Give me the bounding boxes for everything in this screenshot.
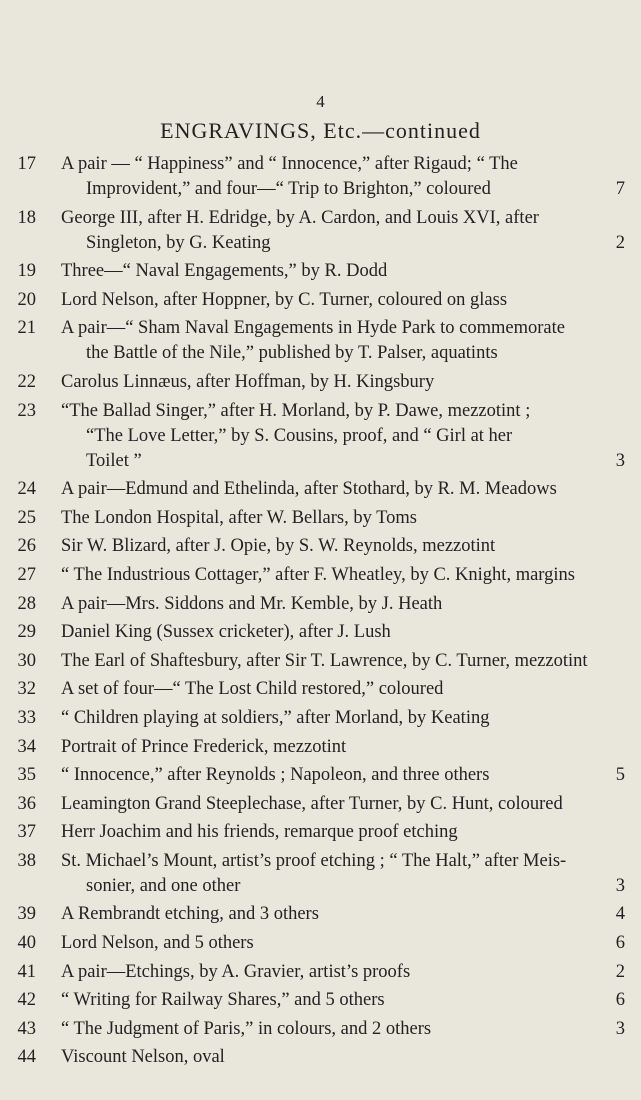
lot-number: 27 [17, 564, 36, 585]
lot-entry [0, 477, 641, 502]
lot-description-line: “ Children playing at soldiers,” after Morland, by Keating [61, 707, 490, 728]
lot-quantity: 7 [615, 179, 625, 199]
lot-description-line: Viscount Nelson, oval [61, 1047, 225, 1068]
lot-description-line: The Earl of Shaftesbury, after Sir T. Lawrence, by C. Turner, mezzotint [61, 650, 588, 671]
lot-entry [0, 988, 641, 1013]
lot-number: 21 [17, 318, 36, 339]
lot-entry [0, 820, 641, 845]
lot-quantity: 3 [615, 450, 625, 471]
lot-number: 17 [17, 154, 36, 174]
lot-entry [0, 259, 641, 284]
lot-number: 22 [17, 371, 36, 392]
lot-description [61, 477, 625, 502]
lot-description [61, 1017, 625, 1042]
lot-description-line: Leamington Grand Steeplechase, after Turner, by C. Hunt, coloured [61, 793, 563, 814]
lot-description-line: A set of four—“ The Lost Child restored,” coloured [61, 679, 444, 700]
lot-number: 39 [17, 904, 36, 925]
lot-number: 18 [17, 207, 36, 228]
lot-quantity: 2 [615, 232, 625, 253]
lot-number: 20 [17, 289, 36, 310]
lot-entry [0, 152, 641, 202]
lot-description-line: A pair—Etchings, by A. Gravier, artist’s proofs [61, 961, 411, 982]
section-heading: ENGRAVINGS, Etc.—continued [160, 118, 481, 143]
lot-entry [0, 706, 641, 731]
lot-entry [0, 370, 641, 395]
lot-number: 36 [17, 793, 36, 814]
lot-description-continuation: “The Love Letter,” by S. Cousins, proof, and “ Girl at her [86, 425, 513, 446]
lot-number: 37 [17, 822, 36, 843]
lot-description-line: “ The Industrious Cottager,” after F. Wheatley, by C. Knight, margins [61, 564, 575, 585]
lot-entry [0, 563, 641, 588]
lot-description [61, 931, 625, 956]
lot-description [61, 820, 625, 845]
lot-description-line: “The Ballad Singer,” after H. Morland, by P. Dawe, mezzotint ; [61, 400, 531, 421]
lot-description-line: Herr Joachim and his friends, remarque proof etching [61, 822, 458, 843]
lot-entry [0, 735, 641, 760]
lot-description-line: The London Hospital, after W. Bellars, by Toms [61, 507, 417, 528]
lot-description [61, 988, 625, 1013]
lot-description [61, 288, 625, 313]
lot-number: 29 [17, 622, 36, 643]
lot-number: 26 [17, 536, 36, 557]
lot-number: 23 [17, 400, 36, 421]
lot-description [61, 152, 625, 202]
lot-description-line: “ The Judgment of Paris,” in colours, and 2 others [61, 1018, 432, 1039]
lot-quantity: 3 [615, 875, 625, 896]
lot-description-line: A pair—“ Sham Naval Engagements in Hyde Park to commemorate [61, 318, 565, 339]
lot-entry [0, 960, 641, 985]
lot-description-line: St. Michael’s Mount, artist’s proof etching ; “ The Halt,” after Meis- [61, 850, 567, 871]
lot-description [61, 259, 625, 284]
lot-description [61, 763, 625, 788]
lot-description-line: “ Writing for Railway Shares,” and 5 others [61, 990, 385, 1011]
lot-entry [0, 931, 641, 956]
lot-entry [0, 763, 641, 788]
lot-quantity: 4 [615, 904, 625, 925]
lot-description [61, 849, 625, 899]
lot-description [61, 706, 625, 731]
lot-entry [0, 592, 641, 617]
lot-description-line: Daniel King (Sussex cricketer), after J. Lush [61, 622, 391, 643]
lot-description-line: Lord Nelson, after Hoppner, by C. Turner, coloured on glass [61, 289, 508, 310]
lot-entry [0, 849, 641, 899]
lot-quantity: 3 [615, 1018, 625, 1039]
lot-quantity: 2 [615, 961, 625, 982]
lot-entry [0, 1045, 641, 1070]
lot-description [61, 735, 625, 760]
lot-description-continuation: Singleton, by G. Keating [86, 232, 271, 253]
lot-description-line: George III, after H. Edridge, by A. Cardon, and Louis XVI, after [61, 207, 539, 228]
lot-description-line: Lord Nelson, and 5 others [61, 933, 254, 954]
lot-description [61, 206, 625, 256]
lot-number: 35 [17, 765, 36, 786]
lot-description [61, 592, 625, 617]
lot-description [61, 563, 625, 588]
lot-number: 25 [17, 507, 36, 528]
lot-description-line: A pair—Mrs. Siddons and Mr. Kemble, by J. Heath [61, 593, 443, 614]
lot-number: 44 [17, 1047, 36, 1068]
lot-number: 19 [17, 261, 36, 282]
lot-description [61, 960, 625, 985]
lot-list [0, 152, 641, 1074]
lot-quantity: 6 [615, 990, 625, 1011]
lot-description [61, 902, 625, 927]
lot-description-continuation: Improvident,” and four—“ Trip to Brighton,” coloured [86, 179, 491, 199]
lot-description [61, 792, 625, 817]
lot-number: 43 [17, 1018, 36, 1039]
lot-description [61, 620, 625, 645]
lot-description [61, 370, 625, 395]
lot-description-line: A pair — “ Happiness” and “ Innocence,” after Rigaud; “ The [61, 154, 518, 174]
lot-entry [0, 677, 641, 702]
lot-description-continuation: sonier, and one other [86, 875, 241, 896]
lot-entry [0, 506, 641, 531]
lot-number: 41 [17, 961, 36, 982]
lot-entry [0, 206, 641, 256]
lot-description-line: A pair—Edmund and Ethelinda, after Stothard, by R. M. Meadows [61, 479, 557, 500]
lot-entry [0, 902, 641, 927]
lot-description-line: Portrait of Prince Frederick, mezzotint [61, 736, 347, 757]
lot-description [61, 1045, 625, 1070]
lot-entry [0, 1017, 641, 1042]
lot-number: 28 [17, 593, 36, 614]
lot-number: 34 [17, 736, 36, 757]
lot-description [61, 677, 625, 702]
lot-description [61, 506, 625, 531]
lot-number: 32 [17, 679, 36, 700]
lot-quantity: 5 [615, 765, 625, 786]
lot-entry [0, 534, 641, 559]
lot-description-line: “ Innocence,” after Reynolds ; Napoleon, and three others [61, 765, 490, 786]
lot-number: 40 [17, 933, 36, 954]
lot-description [61, 399, 625, 474]
lot-quantity: 6 [615, 933, 625, 954]
lot-number: 30 [17, 650, 36, 671]
lot-description-line: Carolus Linnæus, after Hoffman, by H. Kingsbury [61, 371, 435, 392]
lot-entry [0, 792, 641, 817]
lot-description-line: Sir W. Blizard, after J. Opie, by S. W. Reynolds, mezzotint [61, 536, 496, 557]
lot-description [61, 649, 625, 674]
lot-entry [0, 288, 641, 313]
lot-entry [0, 316, 641, 366]
lot-number: 24 [17, 479, 36, 500]
lot-number: 42 [17, 990, 36, 1011]
lot-entry [0, 399, 641, 474]
lot-description [61, 316, 625, 366]
lot-description-continuation: Toilet ” [86, 450, 142, 471]
lot-description-line: Three—“ Naval Engagements,” by R. Dodd [61, 261, 388, 282]
lot-description [61, 534, 625, 559]
lot-entry [0, 649, 641, 674]
lot-entry [0, 620, 641, 645]
lot-description-continuation: the Battle of the Nile,” published by T. Palser, aquatints [86, 343, 498, 364]
lot-number: 33 [17, 707, 36, 728]
lot-description-line: A Rembrandt etching, and 3 others [61, 904, 319, 925]
lot-number: 38 [17, 850, 36, 871]
page-number: 4 [316, 92, 325, 111]
